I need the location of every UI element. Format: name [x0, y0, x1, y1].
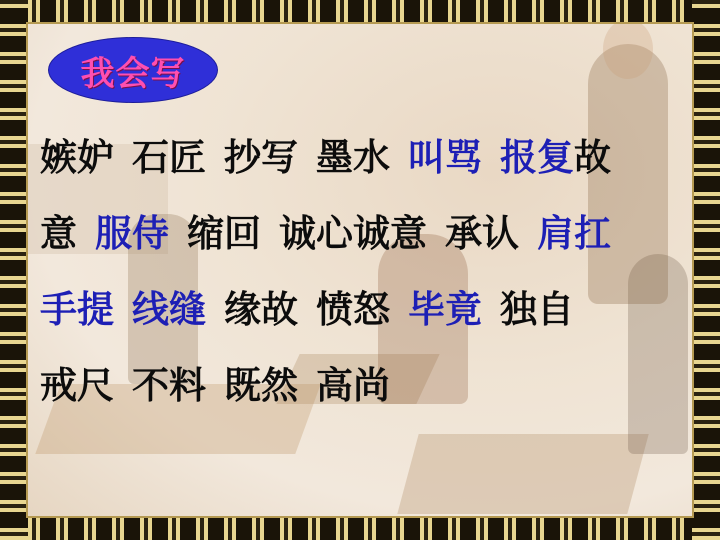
- vocabulary-word: 叫骂: [408, 136, 482, 179]
- vocabulary-word: 肩扛: [537, 212, 611, 255]
- vocabulary-word: 高尚: [316, 364, 390, 407]
- vocabulary-line: [40, 120, 700, 196]
- vocabulary-word: 不料: [132, 364, 206, 407]
- vocabulary-word: 线缝: [132, 288, 206, 331]
- vocabulary-line: [40, 272, 700, 348]
- vocabulary-word: 嫉妒: [40, 136, 114, 179]
- vocabulary-word: 既然: [224, 364, 298, 407]
- vocabulary-word: 抄写: [224, 136, 298, 179]
- vocabulary-word: 愤怒: [316, 288, 390, 331]
- vocabulary-word: 服侍: [95, 212, 169, 255]
- background-illustration: [397, 434, 648, 514]
- decorative-border-left: [0, 0, 28, 540]
- vocabulary-line: [40, 196, 700, 272]
- vocabulary-word: 墨水: [316, 136, 390, 179]
- vocabulary-line: [40, 348, 700, 424]
- vocabulary-word: 毕竟: [408, 288, 482, 331]
- heading-badge: [49, 38, 217, 102]
- vocabulary-word: 故: [574, 136, 611, 179]
- vocabulary-word: 手提: [40, 288, 114, 331]
- vocabulary-word: 戒尺: [40, 364, 114, 407]
- vocabulary-word: 缩回: [187, 212, 261, 255]
- vocabulary-word: 石匠: [132, 136, 206, 179]
- vocabulary-word: 报复: [500, 136, 574, 179]
- vocabulary-word: 意: [40, 212, 77, 255]
- heading-text: 我会写: [80, 53, 186, 94]
- vocabulary-word: 缘故: [224, 288, 298, 331]
- vocabulary-list: [40, 120, 700, 424]
- vocabulary-word: 独自: [500, 288, 574, 331]
- vocabulary-word: 诚心诚意: [279, 212, 427, 255]
- vocabulary-word: 承认: [445, 212, 519, 255]
